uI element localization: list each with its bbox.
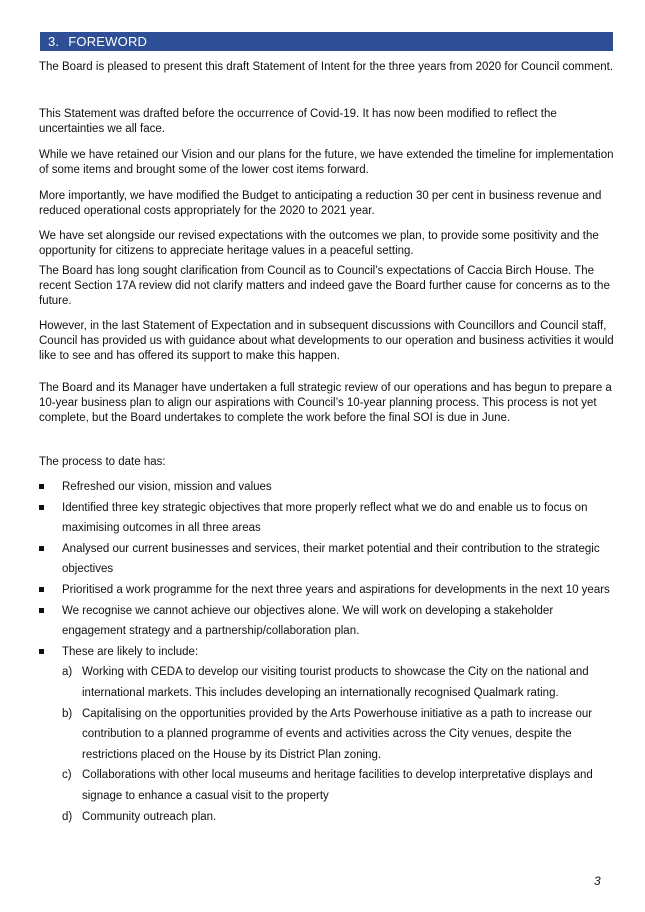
sub-list-item [62,662,614,703]
sub-item-label: d) [62,810,73,823]
paragraph-covid: This Statement was drafted before the occurrence of Covid-19. It has now been modified to reflect the uncertainties we all face. [39,108,557,135]
paragraph-expectations: We have set alongside our revised expectations with the outcomes we plan, to provide some positivity and the opportunity for citizens to appreciate heritage values in a peaceful setting. [39,230,599,257]
sub-item-text: Working with CEDA to develop our visiting tourist products to showcase the City on the national and international markets. This includes developing an internationally recognised Qualmark rating. [82,666,589,699]
list-item [39,498,614,539]
section-title: FOREWORD [68,34,148,49]
page-number: 3 [594,874,601,888]
paragraph-vision: While we have retained our Vision and our plans for the future, we have extended the timeline for implementation of some items and brought some of the lower cost items forward. [39,149,614,176]
section-heading [40,32,613,51]
bullet-marker [39,546,44,551]
bullet-text: Identified three key strategic objectives that more properly reflect what we do and enable us to focus on maximising outcomes in all three areas [62,501,588,535]
bullet-marker [39,587,44,592]
paragraph-clarification: The Board has long sought clarification from Council as to Council’s expectations of Caccia Birch House. The recent Section 17A review did not clarify matters and indeed gave the Board further cause for concerns as to the future. [39,265,610,307]
process-bullet-list [39,477,614,827]
list-item [39,580,614,601]
paragraph-strategic-review: The Board and its Manager have undertaken a full strategic review of our operations and has begun to prepare a 10-year business plan to align our aspirations with Council’s 10-year planning process. This process is not yet complete, but the Board undertakes to complete the work before the final SOI is due in June. [39,382,612,424]
list-item [39,601,614,642]
sub-item-text: Collaborations with other local museums and heritage facilities to develop interpretative displays and signage to enhance a casual visit to the property [82,769,593,802]
bullet-marker [39,608,44,613]
paragraph-guidance: However, in the last Statement of Expectation and in subsequent discussions with Councillors and Council staff, Council has provided us with guidance about what developments to our operation and business activities it would like to see and has offered its support to make this happen. [39,320,614,362]
list-item [39,477,614,498]
collaboration-sub-list [62,662,614,827]
sub-item-text: Capitalising on the opportunities provided by the Arts Powerhouse initiative as a path to increase our contribution to a planned programme of events and activities across the City venues, despite the restrictions placed on the House by its District Plan zoning. [82,707,593,761]
bullet-marker [39,484,44,489]
paragraph-intro: The Board is pleased to present this draft Statement of Intent for the three years from 2020 for Council comment. [39,61,614,73]
sub-list-item [62,765,614,806]
bullet-text: We recognise we cannot achieve our objectives alone. We will work on developing a stakeholder engagement strategy and a partnership/collaboration plan. [62,604,554,638]
sub-item-label: c) [62,769,72,782]
list-item [39,642,614,827]
sub-item-label: b) [62,707,73,720]
sub-list-item [62,704,614,766]
list-item [39,539,614,580]
paragraph-process: The process to date has: [39,456,166,468]
bullet-marker [39,505,44,510]
bullet-marker [39,649,44,654]
sub-item-text: Community outreach plan. [82,810,217,823]
section-number: 3. [48,34,60,49]
bullet-text: These are likely to include: [62,645,199,658]
bullet-text: Prioritised a work programme for the next three years and aspirations for developments in the next 10 years [62,583,610,596]
bullet-text: Analysed our current businesses and services, their market potential and their contribution to the strategic objectives [62,542,600,576]
paragraph-budget: More importantly, we have modified the Budget to anticipating a reduction 30 per cent in business revenue and reduced operational costs appropriately for the 2020 to 2021 year. [39,190,602,217]
bullet-text: Refreshed our vision, mission and values [62,481,272,493]
sub-list-item [62,807,614,828]
sub-item-label: a) [62,666,73,679]
